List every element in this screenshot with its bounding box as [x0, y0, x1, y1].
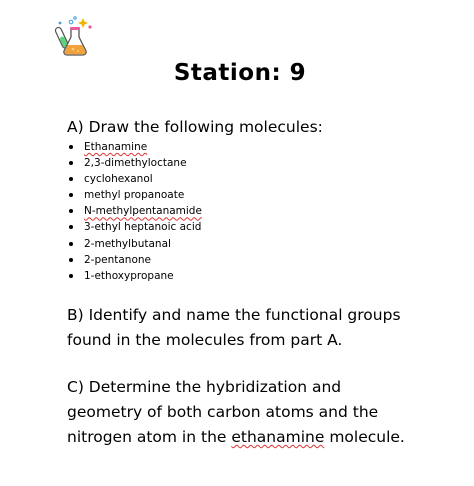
part-b-text: B) Identify and name the functional groups found in the molecules from part A.: [67, 306, 401, 349]
list-item: 3-ethyl heptanoic acid: [64, 219, 202, 235]
list-item: 1-ethoxypropane: [64, 268, 202, 284]
list-item: methyl propanoate: [64, 187, 202, 203]
list-item: Ethanamine: [64, 139, 202, 155]
list-item: 2-pentanone: [64, 252, 202, 268]
list-item: cyclohexanol: [64, 171, 202, 187]
part-c-text: C) Determine the hybridization and geometry of both carbon atoms and the nitrogen atom in the ethanamine molecule.: [67, 378, 405, 446]
list-item: 2,3-dimethyloctane: [64, 155, 202, 171]
lab-flask-icon: [52, 14, 96, 58]
list-item: N-methylpentanamide: [64, 203, 202, 219]
part-a-heading: A) Draw the following molecules:: [67, 118, 323, 136]
list-item: 2-methylbutanal: [64, 236, 202, 252]
station-title: Station: 9: [173, 60, 307, 86]
molecule-list: [64, 139, 202, 284]
ethanamine-word: ethanamine: [231, 428, 325, 446]
